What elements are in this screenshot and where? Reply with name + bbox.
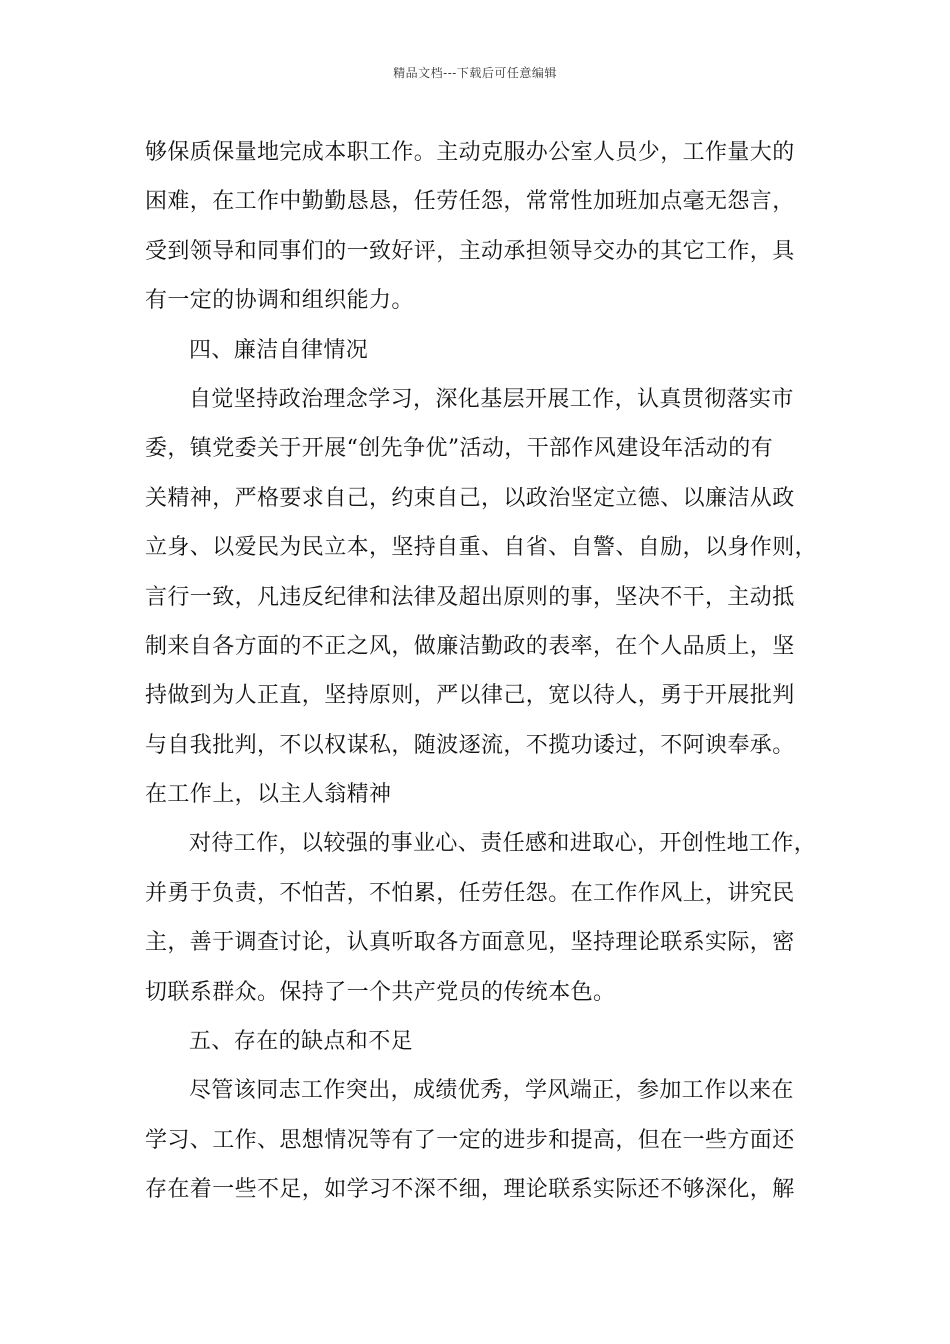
text-line: 与自我批判，不以权谋私，随波逐流，不揽功诿过，不阿谀奉承。 — [145, 732, 795, 758]
text-line: 关精神，严格要求自己，约束自己，以政治坚定立德、以廉洁从政 — [145, 485, 795, 511]
body-text — [145, 128, 818, 1215]
section-heading: 四、廉洁自律情况 — [189, 337, 369, 363]
text-line: 够保质保量地完成本职工作。主动克服办公室人员少，工作量大的 — [145, 140, 795, 165]
text-line: 主，善于调查讨论，认真听取各方面意见，坚持理论联系实际，密 — [145, 930, 795, 956]
text-line: 有一定的协调和组织能力。 — [145, 288, 414, 314]
text-line: 受到领导和同事们的一致好评，主动承担领导交办的其它工作，具 — [145, 238, 795, 264]
text-line: 持做到为人正直，坚持原则，严以律己，宽以待人，勇于开展批判 — [145, 683, 795, 709]
section-heading: 五、存在的缺点和不足 — [189, 1029, 414, 1055]
text-line: 尽管该同志工作突出，成绩优秀，学风端正，参加工作以来在 — [189, 1078, 794, 1104]
text-line: 并勇于负责，不怕苦，不怕累，任劳任怨。在工作作风上，讲究民 — [145, 880, 795, 906]
text-line: 在工作上，以主人翁精神 — [145, 782, 392, 808]
text-line: 困难，在工作中勤勤恳恳，任劳任怨，常常性加班加点毫无怨言， — [145, 189, 795, 215]
text-line: 切联系群众。保持了一个共产党员的传统本色。 — [145, 979, 616, 1005]
text-line: 学习、工作、思想情况等有了一定的进步和提高，但在一些方面还 — [145, 1127, 795, 1153]
text-line: 自觉坚持政治理念学习，深化基层开展工作，认真贯彻落实市 — [189, 386, 794, 412]
page-header: 精品文档---下载后可任意编辑 — [393, 66, 557, 80]
text-line: 委，镇党委关于开展“创先争优”活动，干部作风建设年活动的有 — [145, 436, 774, 462]
text-line: 立身、以爱民为民立本，坚持自重、自省、自警、自励，以身作则， — [145, 535, 818, 561]
text-line: 制来自各方面的不正之风，做廉洁勤政的表率，在个人品质上，坚 — [145, 633, 795, 659]
text-line: 存在着一些不足，如学习不深不细，理论联系实际还不够深化，解 — [145, 1177, 795, 1203]
text-line: 言行一致，凡违反纪律和法律及超出原则的事，坚决不干，主动抵 — [145, 584, 795, 610]
text-line: 对待工作，以较强的事业心、责任感和进取心，开创性地工作， — [189, 831, 817, 857]
